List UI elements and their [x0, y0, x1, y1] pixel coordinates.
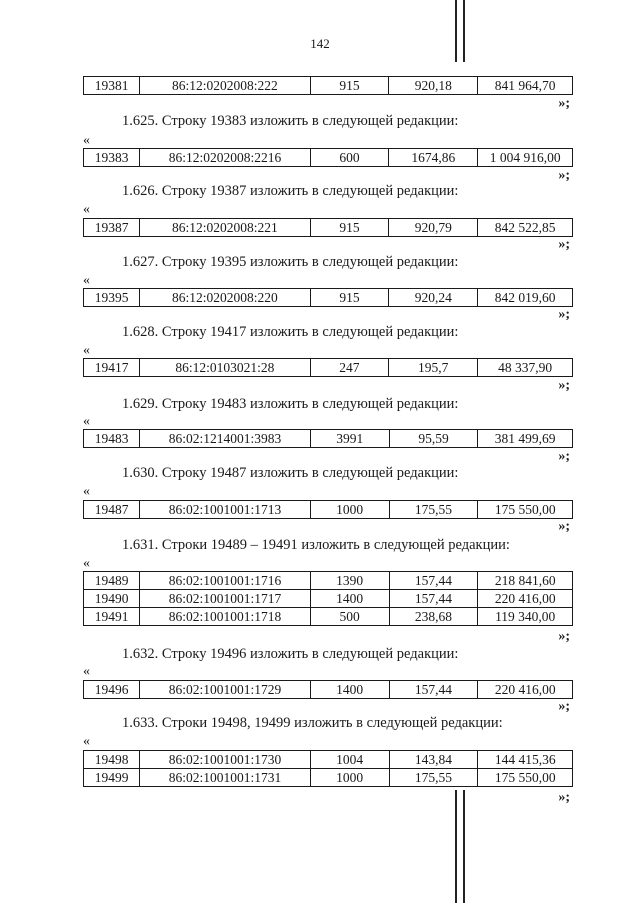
margin-rule-bottom-left — [455, 790, 457, 903]
value-cell: 1 004 916,00 — [478, 149, 573, 167]
value-cell: 842 019,60 — [478, 289, 573, 307]
close-mark: »; — [558, 790, 570, 805]
area-cell: 1000 — [310, 769, 389, 787]
cadastral-number-cell: 86:02:1001001:1718 — [140, 608, 311, 626]
amendment-heading: 1.625. Строку 19383 изложить в следующей редакции: — [122, 113, 459, 129]
amendment-table — [83, 500, 573, 519]
row-number-cell: 19383 — [84, 149, 140, 167]
area-cell: 915 — [310, 77, 389, 95]
row-number-cell: 19387 — [84, 219, 140, 237]
price-cell: 143,84 — [389, 751, 478, 769]
table-row — [84, 590, 573, 608]
close-mark: »; — [558, 307, 570, 322]
price-cell: 157,44 — [389, 572, 478, 590]
cadastral-number-cell: 86:02:1001001:1717 — [140, 590, 311, 608]
row-number-cell: 19498 — [84, 751, 140, 769]
value-cell: 381 499,69 — [478, 430, 573, 448]
open-quote: « — [83, 414, 90, 429]
amendment-table — [83, 429, 573, 448]
cadastral-number-cell: 86:02:1001001:1730 — [140, 751, 311, 769]
area-cell: 600 — [310, 149, 389, 167]
area-cell: 1390 — [310, 572, 389, 590]
price-cell: 95,59 — [389, 430, 478, 448]
close-mark: »; — [558, 519, 570, 534]
table-row — [84, 751, 573, 769]
amendment-heading: 1.628. Строку 19417 изложить в следующей редакции: — [122, 324, 459, 340]
table-row — [84, 359, 573, 377]
first-table — [83, 76, 573, 95]
price-cell: 238,68 — [389, 608, 478, 626]
cadastral-number-cell: 86:02:1001001:1713 — [140, 501, 311, 519]
amendment-table — [83, 148, 573, 167]
table-row — [84, 608, 573, 626]
area-cell: 500 — [310, 608, 389, 626]
cadastral-number-cell: 86:02:1001001:1716 — [140, 572, 311, 590]
table-row — [84, 77, 573, 95]
value-cell: 175 550,00 — [478, 501, 573, 519]
open-quote: « — [83, 664, 90, 679]
price-cell: 175,55 — [389, 501, 478, 519]
price-cell: 175,55 — [389, 769, 478, 787]
price-cell: 920,24 — [389, 289, 478, 307]
value-cell: 842 522,85 — [478, 219, 573, 237]
table-row — [84, 572, 573, 590]
area-cell: 3991 — [310, 430, 389, 448]
amendment-table — [83, 358, 573, 377]
area-cell: 1400 — [310, 590, 389, 608]
close-mark: »; — [558, 168, 570, 183]
close-mark: »; — [558, 378, 570, 393]
value-cell: 144 415,36 — [478, 751, 573, 769]
price-cell: 157,44 — [389, 681, 478, 699]
table-row — [84, 219, 573, 237]
amendment-heading: 1.630. Строку 19487 изложить в следующей редакции: — [122, 465, 459, 481]
row-number-cell: 19417 — [84, 359, 140, 377]
amendment-table — [83, 288, 573, 307]
row-number-cell: 19381 — [84, 77, 140, 95]
row-number-cell: 19496 — [84, 681, 140, 699]
cadastral-number-cell: 86:12:0202008:220 — [140, 289, 310, 307]
amendment-heading: 1.626. Строку 19387 изложить в следующей редакции: — [122, 183, 459, 199]
area-cell: 1400 — [310, 681, 389, 699]
value-cell: 48 337,90 — [478, 359, 573, 377]
value-cell: 220 416,00 — [478, 590, 573, 608]
margin-rule-bottom-right — [463, 790, 465, 903]
open-quote: « — [83, 273, 90, 288]
open-quote: « — [83, 133, 90, 148]
open-quote: « — [83, 343, 90, 358]
value-cell: 220 416,00 — [478, 681, 573, 699]
close-mark: »; — [558, 699, 570, 714]
price-cell: 157,44 — [389, 590, 478, 608]
cadastral-number-cell: 86:02:1001001:1729 — [140, 681, 311, 699]
cadastral-number-cell: 86:02:1214001:3983 — [140, 430, 311, 448]
value-cell: 218 841,60 — [478, 572, 573, 590]
close-mark: »; — [558, 237, 570, 252]
close-mark: »; — [558, 629, 570, 644]
cadastral-number-cell: 86:12:0202008:222 — [140, 77, 310, 95]
price-cell: 920,79 — [389, 219, 478, 237]
amendment-heading: 1.627. Строку 19395 изложить в следующей редакции: — [122, 254, 459, 270]
table-row — [84, 501, 573, 519]
table-row — [84, 430, 573, 448]
value-cell: 175 550,00 — [478, 769, 573, 787]
row-number-cell: 19499 — [84, 769, 140, 787]
amendment-heading: 1.632. Строку 19496 изложить в следующей редакции: — [122, 646, 459, 662]
amendment-heading: 1.633. Строки 19498, 19499 изложить в следующей редакции: — [122, 715, 503, 731]
page-number: 142 — [310, 36, 330, 51]
row-number-cell: 19491 — [84, 608, 140, 626]
cadastral-number-cell: 86:02:1001001:1731 — [140, 769, 311, 787]
table-row — [84, 681, 573, 699]
margin-rule-top-left — [455, 0, 457, 62]
price-cell: 920,18 — [389, 77, 478, 95]
open-quote: « — [83, 734, 90, 749]
row-number-cell: 19395 — [84, 289, 140, 307]
amendment-table — [83, 680, 573, 699]
open-quote: « — [83, 202, 90, 217]
amendment-table — [83, 218, 573, 237]
cadastral-number-cell: 86:12:0202008:221 — [140, 219, 310, 237]
row-number-cell: 19490 — [84, 590, 140, 608]
area-cell: 915 — [310, 289, 389, 307]
price-cell: 195,7 — [389, 359, 478, 377]
value-cell: 119 340,00 — [478, 608, 573, 626]
value-cell: 841 964,70 — [478, 77, 573, 95]
row-number-cell: 19487 — [84, 501, 140, 519]
close-mark: »; — [558, 96, 570, 111]
amendment-heading: 1.629. Строку 19483 изложить в следующей редакции: — [122, 396, 459, 412]
margin-rule-top-right — [463, 0, 465, 62]
area-cell: 915 — [310, 219, 389, 237]
price-cell: 1674,86 — [389, 149, 478, 167]
row-number-cell: 19489 — [84, 572, 140, 590]
area-cell: 1000 — [310, 501, 389, 519]
table-row — [84, 289, 573, 307]
area-cell: 1004 — [310, 751, 389, 769]
open-quote: « — [83, 556, 90, 571]
amendment-heading: 1.631. Строки 19489 – 19491 изложить в следующей редакции: — [122, 537, 510, 553]
cadastral-number-cell: 86:12:0103021:28 — [140, 359, 310, 377]
amendment-table — [83, 571, 573, 626]
close-mark: »; — [558, 449, 570, 464]
area-cell: 247 — [310, 359, 389, 377]
amendment-table — [83, 750, 573, 787]
open-quote: « — [83, 484, 90, 499]
row-number-cell: 19483 — [84, 430, 140, 448]
table-row — [84, 149, 573, 167]
table-row — [84, 769, 573, 787]
cadastral-number-cell: 86:12:0202008:2216 — [140, 149, 311, 167]
